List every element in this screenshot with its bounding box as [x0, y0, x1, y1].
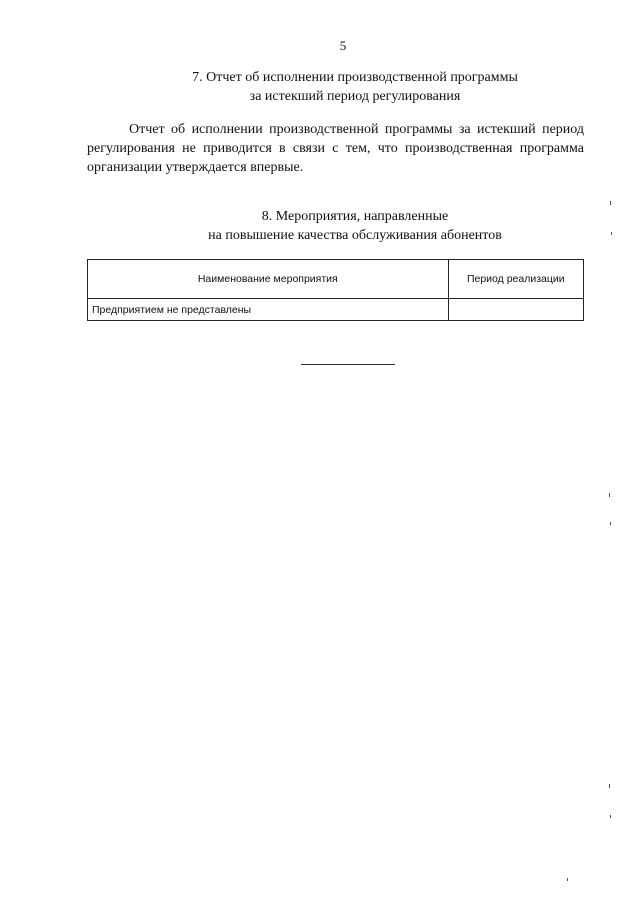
scan-mark: [611, 232, 612, 235]
section-8-heading: [0, 207, 640, 245]
table-header-row: [88, 260, 584, 299]
section-7-heading: [0, 68, 640, 106]
section-8-title-line-1: 8. Мероприятия, направленные: [261, 209, 449, 224]
section-8-title-line-2: на повышение качества обслуживания абонентов: [208, 228, 502, 243]
scan-mark: [610, 201, 611, 205]
scan-mark: [567, 878, 568, 881]
scan-mark: [610, 815, 611, 818]
scan-mark: [609, 784, 610, 788]
end-of-text-rule: [301, 364, 395, 365]
table-row: [88, 299, 584, 321]
section-7-title-line-2: за истекший период регулирования: [249, 89, 461, 104]
header-implementation-period: Период реализации: [448, 260, 583, 299]
page-number: 5: [339, 38, 347, 53]
header-measure-name: Наименование мероприятия: [88, 260, 449, 299]
measures-table: [87, 259, 584, 321]
cell-measure-name: Предприятием не представлены: [88, 299, 449, 321]
scan-mark: [610, 522, 611, 525]
section-7-title-line-1: 7. Отчет об исполнении производственной программы: [192, 70, 518, 85]
scan-mark: [609, 493, 610, 497]
section-7-body: Отчет об исполнении производственной программы за истекший период регулирования не приводится в связи с тем, что производственная программа организации утверждается впервые.: [87, 122, 584, 175]
cell-implementation-period: [448, 299, 583, 321]
